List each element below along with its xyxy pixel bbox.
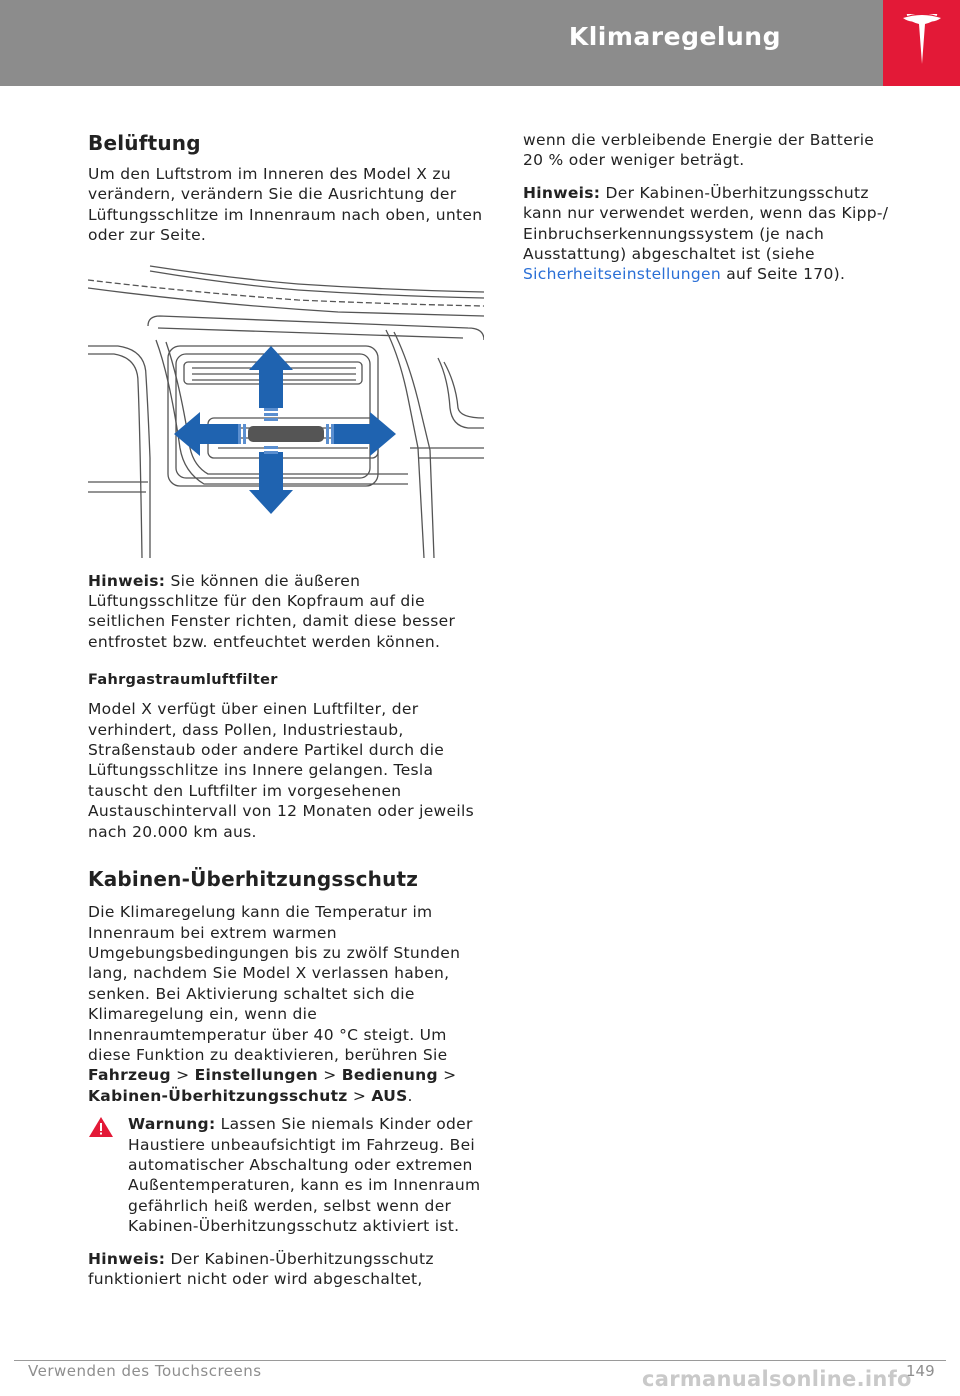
hinweis-outer-vents: Hinweis: Sie können die äußeren Lüftungsschlitze für den Kopfraum auf die seitlichen Fenster richten, damit diese besser entfrostet bzw. entfeuchtet werden können. xyxy=(88,571,456,651)
path-kabinen: Kabinen-Überhitzungsschutz xyxy=(88,1086,348,1105)
footer-section: Verwenden des Touchscreens xyxy=(28,1362,262,1380)
left-column xyxy=(88,130,484,1301)
hinweis-kabinen-off: Hinweis: Der Kabinen-Überhitzungsschutz funktioniert nicht oder wird abgeschaltet, xyxy=(88,1249,434,1288)
path-fahrzeug: Fahrzeug xyxy=(88,1066,171,1085)
continued-paragraph: wenn die verbleibende Energie der Batterie 20 % oder weniger beträgt. xyxy=(523,131,875,170)
footer-divider xyxy=(14,1360,946,1361)
filter-paragraph: Model X verfügt über einen Luftfilter, der verhindert, dass Pollen, Industriestaub, Straßenstaub oder andere Partikel durch die Lüftungsschlitze ins Innere gelangen. Tesla tauscht den Luftfilter im vorgesehenen Austauschintervall von 12 Monaten oder jeweils nach 20.000 km aus. xyxy=(88,700,474,841)
page-title: Klimaregelung xyxy=(568,22,781,51)
tesla-logo-icon xyxy=(901,14,943,68)
page-number: 149 xyxy=(906,1362,935,1380)
page-header xyxy=(0,0,883,86)
section-heading-kabinen: Kabinen-Überhitzungsschutz xyxy=(88,867,419,892)
section-heading-belueftung: Belüftung xyxy=(88,131,201,155)
link-sicherheitseinstellungen[interactable]: Sicherheitseinstellungen xyxy=(523,265,721,284)
vent-illustration xyxy=(88,258,484,558)
warning-box: Warnung: Lassen Sie niemals Kinder oder Haustiere unbeaufsichtigt im Fahrzeug. Bei automatischer Abschaltung oder extremen Außentemperaturen, kann es im Innenraum gefährlich heiß werden, selbst wenn der Kabinen-Überhitzungsschutz aktiviert ist. xyxy=(88,1114,484,1236)
right-column xyxy=(523,130,893,297)
tesla-logo xyxy=(883,0,960,86)
warning-icon xyxy=(88,1116,114,1138)
watermark: carmanualsonline.info xyxy=(642,1367,912,1391)
vent-direction-diagram xyxy=(88,258,484,558)
path-aus: AUS xyxy=(371,1086,408,1105)
kabinen-paragraph: Die Klimaregelung kann die Temperatur im Innenraum bei extrem warmen Umgebungsbedingungen bis zu zwölf Stunden lang, nachdem Sie Model X verlassen haben, senken. Bei Aktivierung schaltet sich die Klimaregelung ein, wenn die Innenraumtemperatur über 40 °C steigt. Um diese Funktion zu deaktivieren, berühren Sie Fahrzeug > Einstellungen > Bedienung > Kabinen-Überhitzungsschutz > AUS. xyxy=(88,903,461,1105)
path-einstellungen: Einstellungen xyxy=(194,1066,318,1085)
section-heading-filter: Fahrgastraumluftfilter xyxy=(88,672,278,689)
intro-paragraph: Um den Luftstrom im Inneren des Model X zu verändern, verändern Sie die Ausrichtung der Lüftungsschlitze im Innenraum nach oben, unten oder zur Seite. xyxy=(88,165,483,245)
path-bedienung: Bedienung xyxy=(341,1066,438,1085)
hinweis-kipp: Hinweis: Der Kabinen-Überhitzungsschutz kann nur verwendet werden, wenn das Kipp-/ Einbruchserkennungssystem (je nach Ausstattung) abgeschaltet ist (siehe Sicherheitseinstellungen auf Seite 170). xyxy=(523,183,889,284)
